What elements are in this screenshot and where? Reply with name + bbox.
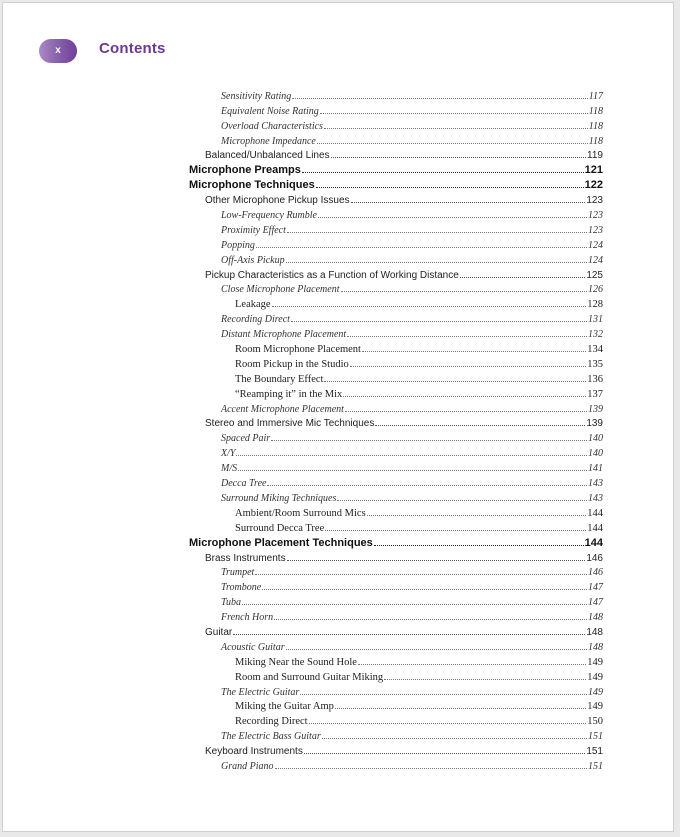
toc-entry-page: 123 (588, 210, 603, 222)
toc-entry-title: French Horn (221, 612, 274, 624)
dot-leader (287, 560, 586, 561)
toc-entry-title: Proximity Effect (221, 224, 286, 236)
toc-entry[interactable] (189, 534, 603, 549)
dot-leader (286, 262, 587, 263)
toc-entry-page: 148 (586, 626, 603, 638)
toc-entry-page: 131 (588, 314, 603, 326)
toc-entry-page: 147 (588, 582, 603, 594)
dot-leader (272, 306, 587, 307)
dot-leader (271, 440, 587, 441)
toc-entry-title: Low-Frequency Rumble (221, 210, 317, 222)
toc-entry-page: 124 (588, 239, 603, 251)
toc-entry[interactable] (189, 236, 603, 251)
toc-entry-page: 123 (588, 224, 603, 236)
toc-entry-page: 144 (587, 507, 603, 519)
toc-entry-page: 149 (587, 701, 603, 713)
dot-leader (384, 679, 586, 680)
toc-entry[interactable] (189, 444, 603, 459)
toc-entry-title: Brass Instruments (205, 552, 286, 564)
dot-leader (236, 455, 587, 456)
toc-entry-page: 140 (588, 433, 603, 445)
toc-entry-title: “Reamping it” in the Mix (235, 388, 343, 400)
toc-entry-page: 118 (588, 135, 603, 147)
dot-leader (267, 485, 587, 486)
dot-leader (256, 247, 587, 248)
toc-entry-page: 132 (588, 329, 603, 341)
toc-entry[interactable] (189, 117, 603, 132)
toc-entry-title: The Electric Bass Guitar (221, 731, 321, 743)
toc-entry-page: 126 (588, 284, 603, 296)
toc-entry[interactable] (189, 489, 603, 504)
toc-entry-page: 147 (588, 597, 603, 609)
toc-entry-title: Trumpet (221, 567, 255, 579)
toc-entry-title: Microphone Impedance (221, 135, 316, 147)
toc-entry-page: 122 (584, 179, 603, 192)
toc-entry[interactable] (189, 504, 603, 519)
toc-entry-title: Keyboard Instruments (205, 746, 303, 758)
toc-entry-page: 121 (584, 164, 603, 177)
dot-leader (322, 738, 587, 739)
toc-entry-title: Recording Direct (221, 314, 290, 326)
toc-entry-page: 118 (588, 120, 603, 132)
toc-entry-title: Microphone Techniques (189, 179, 315, 192)
toc-entry[interactable] (189, 757, 603, 772)
dot-leader (324, 381, 586, 382)
toc-entry-page: 119 (587, 150, 603, 162)
toc-entry-title: Miking Near the Sound Hole (235, 656, 357, 668)
toc-entry-page: 125 (586, 269, 603, 281)
toc-entry[interactable] (189, 623, 603, 638)
dot-leader (309, 723, 587, 724)
toc-entry-title: Accent Microphone Placement (221, 403, 344, 415)
toc-entry-title: Ambient/Room Surround Mics (235, 507, 366, 519)
dot-leader (347, 336, 587, 337)
toc-entry[interactable] (189, 132, 603, 147)
toc-entry[interactable] (189, 206, 603, 221)
toc-entry-page: 149 (588, 686, 603, 698)
toc-entry-page: 151 (588, 760, 603, 772)
toc-entry-page: 139 (588, 403, 603, 415)
dot-leader (337, 500, 587, 501)
toc-entry[interactable] (189, 176, 603, 191)
toc-entry-page: 123 (586, 195, 603, 207)
toc-entry-page: 118 (588, 105, 603, 117)
toc-entry-page: 128 (587, 299, 603, 311)
dot-leader (233, 634, 585, 635)
toc-entry-title: Trombone (221, 582, 262, 594)
toc-entry[interactable] (189, 578, 603, 593)
dot-leader (362, 351, 586, 352)
toc-entry-title: Other Microphone Pickup Issues (205, 195, 350, 207)
dot-leader (275, 768, 588, 769)
toc-entry[interactable] (189, 102, 603, 117)
toc-entry-page: 143 (588, 492, 603, 504)
toc-entry[interactable] (189, 355, 603, 370)
toc-entry-page: 135 (587, 358, 603, 370)
toc-entry[interactable] (189, 712, 603, 727)
toc-entry[interactable] (189, 370, 603, 385)
toc-entry-title: Acoustic Guitar (221, 641, 285, 653)
dot-leader (320, 113, 588, 114)
toc-entry[interactable] (189, 683, 603, 698)
toc-entry-page: 141 (588, 463, 603, 475)
toc-entry-page: 151 (586, 746, 603, 758)
toc-entry-page: 149 (587, 671, 603, 683)
dot-leader (317, 143, 588, 144)
toc-entry-title: Guitar (205, 626, 233, 638)
dot-leader (274, 619, 587, 620)
toc-entry-page: 148 (588, 641, 603, 653)
dot-leader (335, 708, 586, 709)
dot-leader (242, 604, 587, 605)
toc-entry-title: Balanced/Unbalanced Lines (205, 150, 330, 162)
toc-entry-page: 136 (587, 373, 603, 385)
toc-entry-page: 139 (586, 418, 603, 430)
toc-entry-page: 151 (588, 731, 603, 743)
toc-entry-title: Close Microphone Placement (221, 284, 340, 296)
toc-entry-title: Popping (221, 239, 255, 251)
toc-entry-title: M/S (221, 463, 238, 475)
toc-entry[interactable] (189, 564, 603, 579)
toc-entry[interactable] (189, 340, 603, 355)
dot-leader (375, 425, 585, 426)
dot-leader (331, 157, 587, 158)
toc-entry[interactable] (189, 400, 603, 415)
dot-leader (318, 217, 587, 218)
dot-leader (304, 753, 585, 754)
dot-leader (341, 291, 588, 292)
toc-entry[interactable] (189, 727, 603, 742)
toc-entry-title: Equivalent Noise Rating (221, 105, 319, 117)
toc-entry[interactable] (189, 266, 603, 281)
toc-entry[interactable] (189, 429, 603, 444)
page-number-badge: x (39, 39, 77, 63)
toc-entry-title: Microphone Preamps (189, 164, 301, 177)
toc-entry[interactable] (189, 593, 603, 608)
toc-entry[interactable] (189, 385, 603, 400)
toc-entry[interactable] (189, 549, 603, 564)
dot-leader (316, 187, 584, 188)
toc-entry-title: Leakage (235, 299, 271, 311)
toc-entry-page: 134 (587, 344, 603, 356)
dot-leader (255, 574, 587, 575)
toc-entry-title: Tuba (221, 597, 242, 609)
toc-entry-page: 144 (584, 536, 603, 549)
dot-leader (286, 649, 587, 650)
toc-entry-title: Sensitivity Rating (221, 90, 292, 102)
toc-entry[interactable] (189, 698, 603, 713)
toc-entry-title: Pickup Characteristics as a Function of Working Distance (205, 269, 459, 281)
toc-entry-title: Decca Tree (221, 478, 267, 490)
dot-leader (367, 515, 587, 516)
dot-leader (343, 396, 586, 397)
toc-entry-page: 146 (588, 567, 603, 579)
toc-entry[interactable] (189, 608, 603, 623)
toc-entry[interactable] (189, 310, 603, 325)
dot-leader (291, 321, 587, 322)
toc-entry-title: Grand Piano (221, 760, 274, 772)
toc-entry[interactable] (189, 638, 603, 653)
toc-entry[interactable] (189, 161, 603, 176)
toc-entry-page: 137 (587, 388, 603, 400)
toc-entry-title: Room and Surround Guitar Miking (235, 671, 384, 683)
toc-entry-page: 149 (587, 656, 603, 668)
dot-leader (358, 664, 586, 665)
toc-entry[interactable] (189, 474, 603, 489)
toc-entry-title: The Boundary Effect (235, 373, 324, 385)
dot-leader (292, 98, 587, 99)
dot-leader (324, 128, 588, 129)
dot-leader (350, 366, 586, 367)
toc-entry[interactable] (189, 87, 603, 102)
toc-entry[interactable] (189, 415, 603, 430)
dot-leader (262, 589, 587, 590)
toc-entry-page: 148 (588, 612, 603, 624)
page-header (39, 39, 239, 63)
toc-entry-page: 146 (586, 552, 603, 564)
toc-entry-title: Room Microphone Placement (235, 344, 361, 356)
toc-entry[interactable] (189, 653, 603, 668)
toc-entry-title: The Electric Guitar (221, 686, 300, 698)
toc-entry[interactable] (189, 459, 603, 474)
page-title: Contents (99, 40, 166, 57)
toc-entry-page: 143 (588, 478, 603, 490)
toc-entry-page: 150 (587, 716, 603, 728)
toc-entry-title: X/Y (221, 448, 236, 460)
dot-leader (351, 202, 586, 203)
dot-leader (325, 530, 586, 531)
dot-leader (238, 470, 587, 471)
toc-entry[interactable] (189, 221, 603, 236)
toc-entry-title: Overload Characteristics (221, 120, 323, 132)
dot-leader (460, 277, 586, 278)
toc-entry-title: Spaced Pair (221, 433, 271, 445)
dot-leader (302, 172, 584, 173)
toc-entry-page: 144 (587, 522, 603, 534)
toc-entry[interactable] (189, 295, 603, 310)
dot-leader (300, 694, 587, 695)
toc-entry[interactable] (189, 519, 603, 534)
toc-entry[interactable] (189, 742, 603, 757)
toc-entry-title: Surround Decca Tree (235, 522, 325, 534)
toc-entry-title: Room Pickup in the Studio (235, 358, 349, 370)
toc-entry-title: Microphone Placement Techniques (189, 536, 373, 549)
toc-entry[interactable] (189, 147, 603, 162)
toc-entry-title: Surround Miking Techniques (221, 492, 337, 504)
toc-entry-title: Stereo and Immersive Mic Techniques (205, 418, 375, 430)
toc-entry[interactable] (189, 191, 603, 206)
dot-leader (374, 545, 584, 546)
toc-entry-page: 140 (588, 448, 603, 460)
toc-entry[interactable] (189, 325, 603, 340)
dot-leader (345, 411, 587, 412)
toc-entry-title: Off-Axis Pickup (221, 254, 285, 266)
document-page (2, 2, 674, 832)
toc-entry-page: 124 (588, 254, 603, 266)
toc-entry[interactable] (189, 281, 603, 296)
toc-entry[interactable] (189, 668, 603, 683)
toc-entry-page: 117 (588, 90, 603, 102)
toc-entry-title: Miking the Guitar Amp (235, 701, 334, 713)
toc-entry[interactable] (189, 251, 603, 266)
table-of-contents (189, 87, 603, 772)
toc-entry-title: Distant Microphone Placement (221, 329, 347, 341)
dot-leader (287, 232, 587, 233)
toc-entry-title: Recording Direct (235, 716, 308, 728)
